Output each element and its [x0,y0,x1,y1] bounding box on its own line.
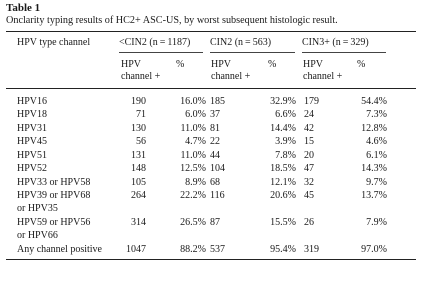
row-cell: 3.9% [275,136,296,147]
row-cell: 88.2% [180,244,206,255]
bottom-rule [6,259,416,260]
row-cell: 12.8% [361,123,387,134]
row-cell: 22.2% [180,190,206,201]
row-cell: 116 [210,190,225,201]
row-cell: 131 [131,150,146,161]
subheader-channel-1: channel + [121,71,161,82]
row-label: HPV31 [17,123,48,134]
row-cell: 11.0% [180,123,206,134]
row-label: HPV16 [17,96,48,107]
top-rule [6,31,416,32]
row-cell: 6.0% [185,109,206,120]
row-cell: 18.5% [270,163,296,174]
row-cell: 185 [210,96,225,107]
subheader-hpv-3: HPV [303,59,324,70]
subheader-pct-2: % [268,59,277,70]
table-caption: Onclarity typing results of HC2+ ASC-US, by worst subsequent histologic result. [6,15,338,26]
row-cell: 32 [304,177,314,188]
row-label: or HPV35 [17,203,58,214]
row-cell: 15.5% [270,217,296,228]
row-cell: 4.7% [185,136,206,147]
row-label: HPV52 [17,163,48,174]
row-cell: 13.7% [361,190,387,201]
row-cell: 130 [131,123,146,134]
row-label: Any channel positive [17,244,102,255]
row-cell: 47 [304,163,314,174]
row-cell: 14.3% [361,163,387,174]
row-cell: 8.9% [185,177,206,188]
row-cell: 22 [210,136,220,147]
row-cell: 7.8% [275,150,296,161]
header-group-cin3plus: CIN3+ (n = 329) [302,37,369,48]
row-cell: 12.1% [270,177,296,188]
row-cell: 319 [304,244,319,255]
row-cell: 56 [136,136,146,147]
row-label: HPV33 or HPV58 [17,177,91,188]
subheader-hpv-1: HPV [121,59,142,70]
row-cell: 6.1% [366,150,387,161]
row-cell: 7.3% [366,109,387,120]
subheader-pct-1: % [176,59,185,70]
subheader-pct-3: % [357,59,366,70]
group-underline-cin2 [210,52,295,53]
row-cell: 26 [304,217,314,228]
row-cell: 97.0% [361,244,387,255]
header-group-cin2: CIN2 (n = 563) [210,37,272,48]
row-cell: 4.6% [366,136,387,147]
row-cell: 104 [210,163,225,174]
row-cell: 95.4% [270,244,296,255]
row-cell: 42 [304,123,314,134]
row-cell: 81 [210,123,220,134]
row-label: HPV39 or HPV68 [17,190,91,201]
row-label: HPV59 or HPV56 [17,217,91,228]
row-cell: 45 [304,190,314,201]
row-cell: 314 [131,217,146,228]
row-cell: 37 [210,109,220,120]
row-cell: 71 [136,109,146,120]
row-cell: 11.0% [180,150,206,161]
row-label: HPV51 [17,150,48,161]
row-cell: 179 [304,96,319,107]
header-rule [6,88,416,89]
row-cell: 105 [131,177,146,188]
table-label: Table 1 [6,2,41,14]
subheader-hpv-2: HPV [211,59,232,70]
subheader-channel-3: channel + [303,71,343,82]
row-cell: 20 [304,150,314,161]
row-label: HPV45 [17,136,48,147]
row-cell: 6.6% [275,109,296,120]
row-cell: 14.4% [270,123,296,134]
row-cell: 264 [131,190,146,201]
row-cell: 16.0% [180,96,206,107]
row-cell: 44 [210,150,220,161]
row-cell: 20.6% [270,190,296,201]
row-cell: 9.7% [366,177,387,188]
header-hpv-type-channel: HPV type channel [17,37,91,48]
header-group-lt-cin2: <CIN2 (n = 1187) [119,37,191,48]
row-cell: 190 [131,96,146,107]
row-label: HPV18 [17,109,48,120]
row-cell: 12.5% [180,163,206,174]
row-cell: 7.9% [366,217,387,228]
row-cell: 87 [210,217,220,228]
row-cell: 68 [210,177,220,188]
row-cell: 537 [210,244,225,255]
row-cell: 26.5% [180,217,206,228]
group-underline-cin3plus [302,52,386,53]
row-cell: 24 [304,109,314,120]
row-cell: 148 [131,163,146,174]
row-label: or HPV66 [17,230,58,241]
row-cell: 54.4% [361,96,387,107]
row-cell: 32.9% [270,96,296,107]
subheader-channel-2: channel + [211,71,251,82]
row-cell: 15 [304,136,314,147]
row-cell: 1047 [126,244,146,255]
group-underline-lt-cin2 [119,52,203,53]
